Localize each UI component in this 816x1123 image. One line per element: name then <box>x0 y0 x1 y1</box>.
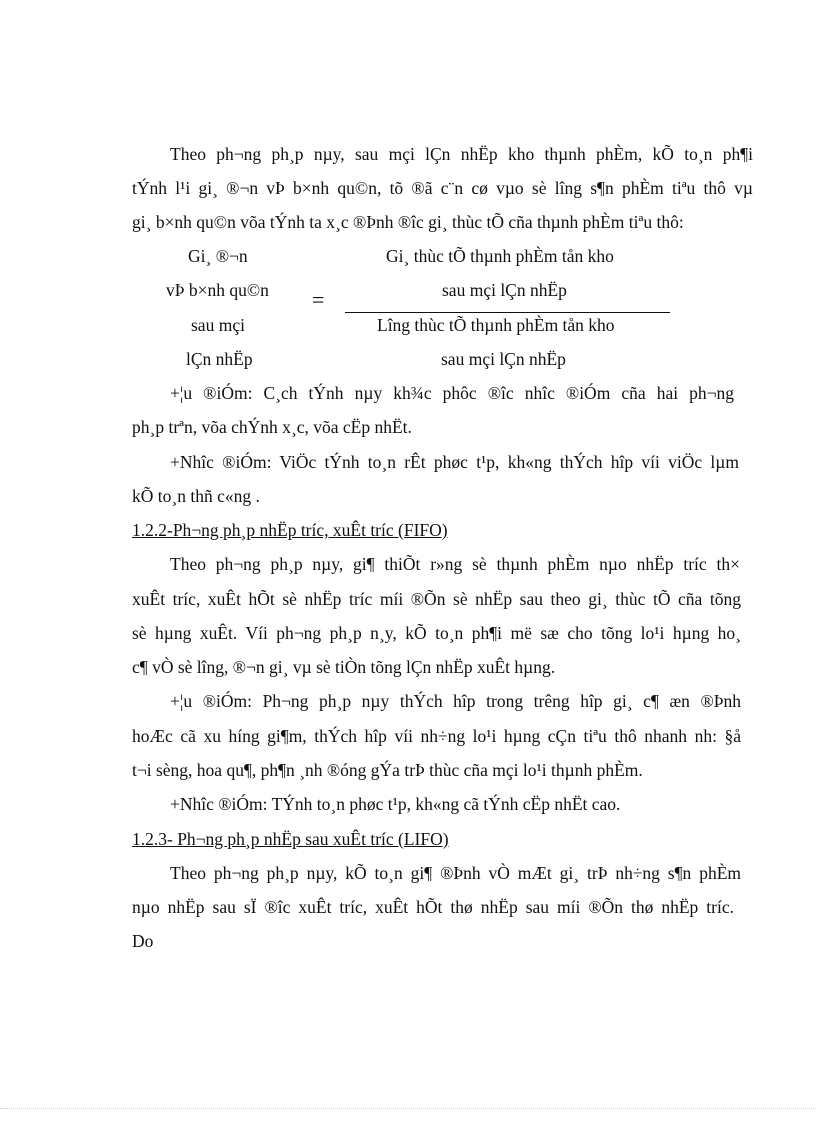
paragraph-line: Theo ph¬ng ph¸p nµy, gi¶ thiÕt r»ng sè thµnh phÈm nµo nhËp tríc th× <box>170 554 740 574</box>
formula-numerator-line: sau mçi lÇn nhËp <box>442 280 567 300</box>
paragraph-line: gi¸ b×nh qu©n võa tÝnh ta x¸c ®Þnh ®îc gi¸ thùc tÕ cña thµnh phÈm tiªu thô: <box>132 212 684 232</box>
paragraph-line: c¶ vÒ sè lîng, ®¬n gi¸ vµ sè tiÒn tõng lÇn nhËp xuÊt hµng. <box>132 657 556 677</box>
advantage-line: t¬i sèng, hoa qu¶, ph¶n ¸nh ®óng gÝa trÞ thùc cña mçi lo¹i thµnh phÈm. <box>132 760 643 780</box>
paragraph-line: sè hµng xuÊt. Víi ph¬ng ph¸p n¸y, kÕ to¸n ph¶i më sæ cho tõng lo¹i hµng ho¸ <box>132 623 741 643</box>
section-heading-fifo: 1.2.2-Ph¬ng ph¸p nhËp tríc, xuÊt tríc (FIFO) <box>132 520 448 540</box>
advantage-line: +¦u ®iÓm: C¸ch tÝnh nµy kh¾c phôc ®îc nhîc ®iÓm cña hai ph¬ng <box>170 383 734 403</box>
page-bottom-border <box>0 1108 816 1109</box>
disadvantage-line: kÕ to¸n thñ c«ng . <box>132 486 260 506</box>
paragraph-line: xuÊt tríc, xuÊt hÕt sè nhËp tríc míi ®Õn sè nhËp sau theo gi¸ thùc tÕ cña tõng <box>132 589 741 609</box>
paragraph-line: Theo ph¬ng ph¸p nµy, sau mçi lÇn nhËp kho thµnh phÈm, kÕ to¸n ph¶i <box>170 144 753 164</box>
paragraph-line: Theo ph¬ng ph¸p nµy, kÕ to¸n gi¶ ®Þnh vÒ mÆt gi¸ trÞ nh÷ng s¶n phÈm <box>170 863 741 883</box>
section-heading-lifo: 1.2.3- Ph¬ng ph¸p nhËp sau xuÊt tríc (LIFO) <box>132 829 449 849</box>
disadvantage-line: +Nhîc ®iÓm: TÝnh to¸n phøc t¹p, kh«ng cã tÝnh cËp nhËt cao. <box>170 794 621 814</box>
advantage-line: hoÆc cã xu híng gi¶m, thÝch hîp víi nh÷ng lo¹i hµng cÇn tiªu thô nhanh nh: §å <box>132 726 741 746</box>
disadvantage-line: +Nhîc ®iÓm: ViÖc tÝnh to¸n rÊt phøc t¹p, kh«ng thÝch hîp víi viÖc lµm <box>170 452 739 472</box>
formula-left-line: lÇn nhËp <box>186 349 253 369</box>
formula-equals-sign: = <box>312 287 325 312</box>
formula-left-line: sau mçi <box>191 315 245 335</box>
advantage-line: +¦u ®iÓm: Ph¬ng ph¸p nµy thÝch hîp trong trêng hîp gi¸ c¶ æn ®Þnh <box>170 691 741 711</box>
paragraph-line: Do <box>132 931 154 951</box>
advantage-line: ph¸p trªn, võa chÝnh x¸c, võa cËp nhËt. <box>132 417 412 437</box>
formula-denominator-line: Lîng thùc tÕ thµnh phÈm tån kho <box>377 315 615 335</box>
paragraph-line: nµo nhËp sau sÏ ®îc xuÊt tríc, xuÊt hÕt thø nhËp sau míi ®Õn thø nhËp tríc. <box>132 897 734 917</box>
formula-left-line: vÞ b×nh qu©n <box>166 280 269 300</box>
formula-denominator-line: sau mçi lÇn nhËp <box>441 349 566 369</box>
formula-left-line: Gi¸ ®¬n <box>188 246 248 266</box>
formula-numerator-line: Gi¸ thùc tÕ thµnh phÈm tån kho <box>386 246 614 266</box>
paragraph-line: tÝnh l¹i gi¸ ®¬n vÞ b×nh qu©n, tõ ®ã c¨n cø vµo sè lîng s¶n phÈm tiªu thô vµ <box>132 178 753 198</box>
